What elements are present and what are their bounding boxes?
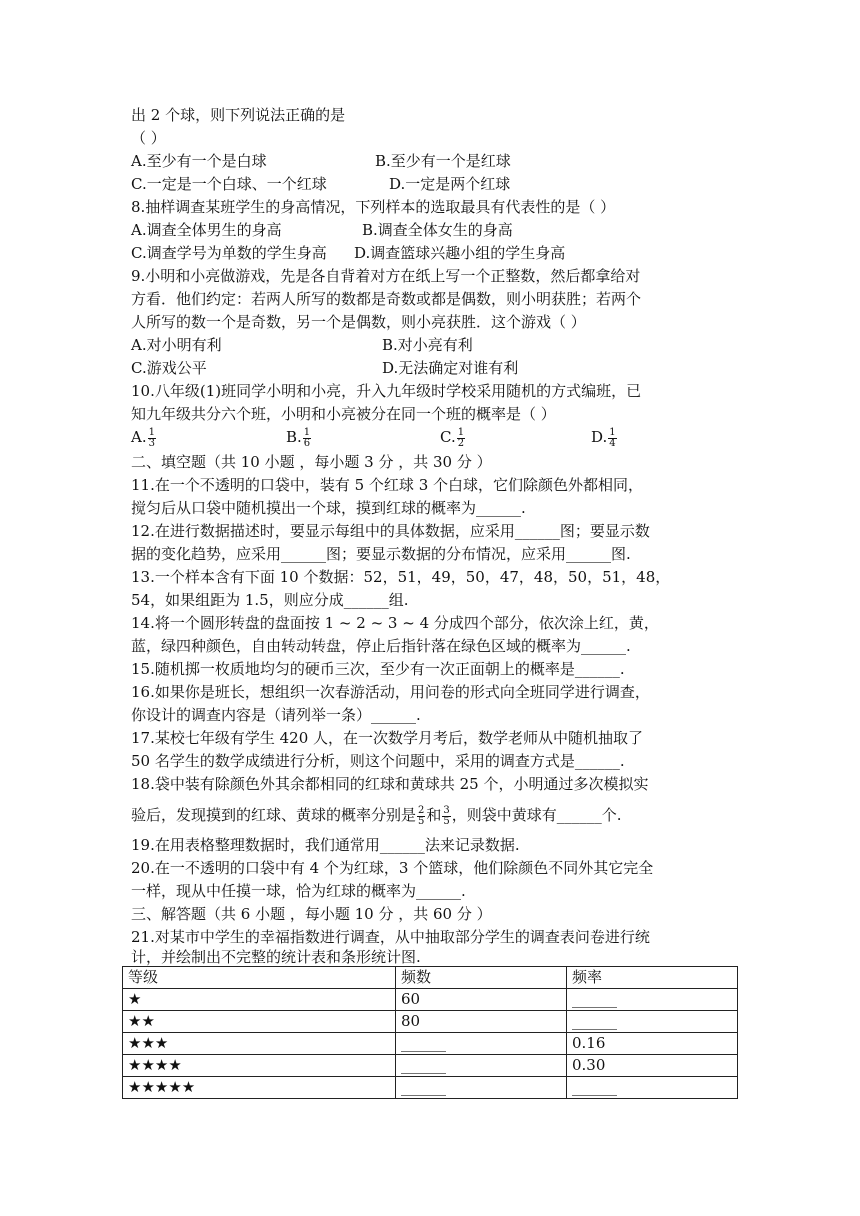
fraction-numerator: 2 (418, 804, 425, 816)
q11-line-2: 搅匀后从口袋中随机摸出一个球，摸到红球的概率为______. (131, 499, 526, 517)
q7-option-c: C.一定是一个白球、一个红球 (131, 175, 327, 193)
q12-line-2: 据的变化趋势，应采用______图；要显示数据的分布情况，应采用______图. (131, 545, 631, 563)
q10-option-d-fraction (608, 428, 616, 449)
q14-line-1: 14.将一个圆形转盘的盘面按 1 ~ 2 ~ 3 ~ 4 分成四个部分，依次涂上红，黄， (131, 614, 659, 632)
q9-option-a: A.对小明有利 (131, 336, 222, 354)
q14-line-2: 蓝，绿四种颜色，自由转动转盘，停止后指针落在绿色区域的概率为______. (131, 637, 631, 655)
q7-option-b: B.至少有一个是红球 (375, 152, 511, 170)
q13-line-1: 13.一个样本含有下面 10 个数据：52，51，49，50，47，48，50，51，48， (131, 568, 671, 586)
q8-option-d: D.调查篮球兴趣小组的学生身高 (354, 244, 566, 262)
q16-line-2: 你设计的调查内容是（请列举一条）______. (131, 706, 421, 724)
q9-option-b: B.对小亮有利 (382, 336, 473, 354)
q10-option-c-label: C. (440, 428, 456, 446)
q18-text-b: 和 (426, 806, 442, 824)
q18-red-fraction (417, 806, 425, 827)
q10-option-c (440, 426, 466, 448)
header-frequency-count: 频数 (396, 967, 567, 989)
grade-cell: ★★★★★ (123, 1077, 396, 1099)
q8-option-c: C.调查学号为单数的学生身高 (131, 244, 327, 262)
happiness-stats-table (122, 966, 738, 1099)
count-cell: ______ (396, 1077, 567, 1099)
count-cell: 60 (396, 989, 567, 1011)
q9-stem-3: 人所写的数一个是奇数，另一个是偶数，则小亮获胜．这个游戏（ ） (131, 313, 586, 331)
q12-line-1: 12.在进行数据描述时，要显示每组中的具体数据，应采用______图；要显示数 (131, 522, 650, 540)
table-row (123, 1055, 738, 1077)
q10-option-d-label: D. (591, 428, 608, 446)
q10-option-b-label: B. (286, 428, 302, 446)
q15-line: 15.随机掷一枚质地均匀的硬币三次，至少有一次正面朝上的概率是______. (131, 660, 625, 678)
fraction-denominator: 5 (443, 815, 450, 827)
q19-line: 19.在用表格整理数据时，我们通常用______法来记录数据. (131, 836, 520, 854)
q17-line-1: 17.某校七年级有学生 420 人，在一次数学月考后，数学老师从中随机抽取了 (131, 729, 644, 747)
q21-line-2: 计，并绘制出不完整的统计表和条形统计图. (131, 948, 421, 966)
count-cell: ______ (396, 1055, 567, 1077)
q18-yellow-fraction (442, 806, 450, 827)
q10-option-a (131, 426, 157, 448)
rate-cell: ______ (567, 1011, 738, 1033)
fraction-denominator: 2 (457, 437, 465, 449)
q10-stem-1: 10.八年级(1)班同学小明和小亮，升入九年级时学校采用随机的方式编班，已 (131, 382, 642, 400)
section-3-heading: 三、解答题（共 6 小题 ，每小题 10 分 ，共 60 分 ） (131, 905, 492, 923)
section-2-heading: 二、填空题（共 10 小题 ，每小题 3 分 ，共 30 分 ） (131, 453, 492, 471)
q10-option-a-label: A. (131, 428, 147, 446)
q17-line-2: 50 名学生的数学成绩进行分析，则这个问题中，采用的调查方式是______. (131, 752, 625, 770)
fraction-denominator: 4 (609, 437, 616, 449)
q18-text-c: ，则袋中黄球有______个. (451, 806, 622, 824)
fraction-numerator: 1 (609, 426, 616, 438)
q8-stem: 8.抽样调查某班学生的身高情况，下列样本的选取最具有代表性的是（ ） (131, 198, 616, 216)
q10-option-b-fraction (303, 428, 311, 449)
q18-line-1: 18.袋中装有除颜色外其余都相同的红球和黄球共 25 个，小明通过多次模拟实 (131, 775, 649, 793)
header-grade: 等级 (123, 967, 396, 989)
q20-line-1: 20.在一不透明的口袋中有 4 个为红球，3 个篮球，他们除颜色不同外其它完全 (131, 859, 654, 877)
table-row (123, 989, 738, 1011)
q21-line-1: 21.对某市中学生的幸福指数进行调查，从中抽取部分学生的调查表问卷进行统 (131, 928, 650, 946)
rate-cell: ______ (567, 989, 738, 1011)
q7-option-d: D.一定是两个红球 (389, 175, 511, 193)
q9-option-c: C.游戏公平 (131, 359, 207, 377)
fraction-denominator: 6 (303, 437, 311, 449)
grade-cell: ★★★★ (123, 1055, 396, 1077)
rate-cell: 0.30 (567, 1055, 738, 1077)
q8-option-b: B.调查全体女生的身高 (362, 221, 513, 239)
q13-line-2: 54，如果组距为 1.5，则应分成______组. (131, 591, 409, 609)
q7-answer-paren: （ ） (131, 129, 166, 147)
table-row (123, 1077, 738, 1099)
q7-stem-end: 出 2 个球，则下列说法正确的是 (131, 106, 346, 124)
table-row (123, 1011, 738, 1033)
q18-line-2 (131, 802, 622, 828)
rate-cell: 0.16 (567, 1033, 738, 1055)
q18-text-a: 验后，发现摸到的红球、黄球的概率分别是 (131, 806, 417, 824)
q20-line-2: 一样，现从中任摸一球，恰为红球的概率为______. (131, 882, 466, 900)
q10-stem-2: 知九年级共分六个班，小明和小亮被分在同一个班的概率是（ ） (131, 405, 556, 423)
fraction-numerator: 3 (443, 804, 450, 816)
q10-option-d (591, 426, 618, 448)
count-cell: 80 (396, 1011, 567, 1033)
fraction-numerator: 1 (457, 426, 465, 438)
q16-line-1: 16.如果你是班长，想组织一次春游活动，用问卷的形式向全班同学进行调查， (131, 683, 650, 701)
table-header-row (123, 967, 738, 989)
table-row (123, 1033, 738, 1055)
fraction-denominator: 5 (418, 815, 425, 827)
count-cell: ______ (396, 1033, 567, 1055)
fraction-numerator: 1 (303, 426, 311, 438)
grade-cell: ★★★ (123, 1033, 396, 1055)
q10-option-b (286, 426, 312, 448)
q9-stem-1: 9.小明和小亮做游戏，先是各自背着对方在纸上写一个正整数，然后都拿给对 (131, 267, 641, 285)
q9-stem-2: 方看．他们约定：若两人所写的数都是奇数或都是偶数，则小明获胜；若两个 (131, 290, 642, 308)
q8-option-a: A.调查全体男生的身高 (131, 221, 282, 239)
grade-cell: ★ (123, 989, 396, 1011)
q10-option-c-fraction (457, 428, 465, 449)
grade-cell: ★★ (123, 1011, 396, 1033)
fraction-numerator: 1 (148, 426, 155, 438)
q11-line-1: 11.在一个不透明的口袋中，装有 5 个红球 3 个白球，它们除颜色外都相同， (131, 476, 644, 494)
fraction-denominator: 3 (148, 437, 155, 449)
header-frequency-rate: 频率 (567, 967, 738, 989)
q10-option-a-fraction (148, 428, 156, 449)
q7-option-a: A.至少有一个是白球 (131, 152, 267, 170)
rate-cell: ______ (567, 1077, 738, 1099)
q9-option-d: D.无法确定对谁有利 (382, 359, 519, 377)
